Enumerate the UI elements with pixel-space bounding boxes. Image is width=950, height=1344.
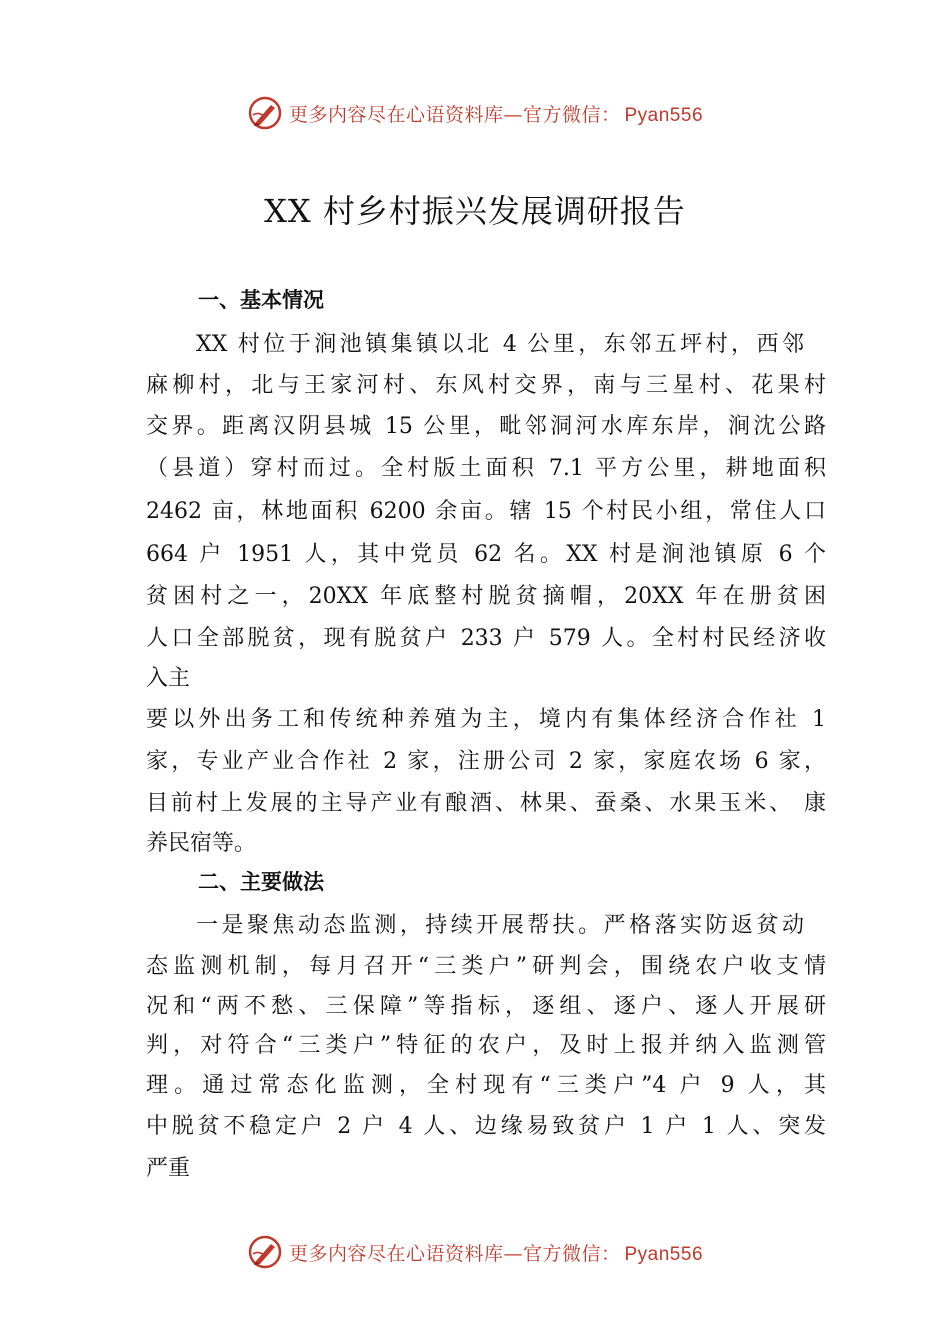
paragraph-line: 养民宿等。 <box>146 831 257 856</box>
paragraph-line: 家，专业产业合作社 2 家，注册公司 2 家，家庭农场 6 家， <box>146 749 826 774</box>
paragraph-line: （县道）穿村而过。全村版土面积 7.1 平方公里，耕地面积 <box>146 456 826 481</box>
watermark-banner-bottom <box>0 1232 950 1272</box>
watermark-label: 官方微信： <box>522 1242 621 1265</box>
paragraph-line: 贫困村之一，20XX 年底整村脱贫摘帽，20XX 年在册贫困 <box>146 584 826 609</box>
watermark-label: 官方微信： <box>522 103 621 126</box>
paragraph-line: 中脱贫不稳定户 2 户 4 人、边缘易致贫户 1 户 1 人、突发 <box>146 1114 826 1139</box>
paragraph-line: 一是聚焦动态监测，持续开展帮扶。严格落实防返贫动 <box>196 913 804 938</box>
document-title: XX 村乡村振兴发展调研报告 <box>264 192 686 230</box>
section-heading-main-practices: 二、主要做法 <box>198 870 324 894</box>
paragraph-line: 麻柳村，北与王家河村、东风村交界，南与三星村、花果村 <box>146 373 826 398</box>
paragraph-line: 2462 亩，林地面积 6200 余亩。辖 15 个村民小组，常住人口 <box>146 499 826 524</box>
paragraph-line: 交界。距离汉阴县城 15 公里，毗邻洞河水库东岸，涧沈公路 <box>146 414 826 439</box>
paragraph-line: 664 户 1951 人，其中党员 62 名。XX 村是涧池镇原 6 个 <box>146 542 826 567</box>
watermark-prefix: 更多内容尽在心语资料库— <box>288 103 523 126</box>
paragraph-line: 况和“两不愁、三保障”等指标，逐组、逐户、逐人开展研 <box>146 994 826 1019</box>
paragraph-line: 严重 <box>146 1156 191 1181</box>
paragraph-line: 要以外出务工和传统种养殖为主，境内有集体经济合作社 1 <box>146 707 826 732</box>
watermark-banner-top <box>0 93 950 133</box>
paragraph-line: 判，对符合“三类户”特征的农户，及时上报并纳入监测管 <box>146 1033 826 1058</box>
paragraph-line: XX 村位于涧池镇集镇以北 4 公里，东邻五坪村，西邻 <box>196 332 804 357</box>
watermark-wechat-id: Pyan556 <box>624 1243 704 1265</box>
paragraph-line: 理。通过常态化监测，全村现有“三类户”4 户 9 人，其 <box>146 1073 826 1098</box>
section-heading-basic-info: 一、基本情况 <box>198 288 324 312</box>
watermark-prefix: 更多内容尽在心语资料库— <box>288 1242 523 1265</box>
pen-logo-icon <box>247 95 283 131</box>
watermark-wechat-id: Pyan556 <box>624 104 704 126</box>
paragraph-line: 人口全部脱贫，现有脱贫户 233 户 579 人。全村村民经济收 <box>146 626 826 651</box>
paragraph-line: 入主 <box>146 666 191 691</box>
paragraph-line: 态监测机制，每月召开“三类户”研判会，围绕农户收支情 <box>146 954 826 979</box>
pen-logo-icon <box>247 1234 283 1270</box>
paragraph-line: 目前村上发展的主导产业有酿酒、林果、蚕桑、水果玉米、 康 <box>146 791 826 816</box>
